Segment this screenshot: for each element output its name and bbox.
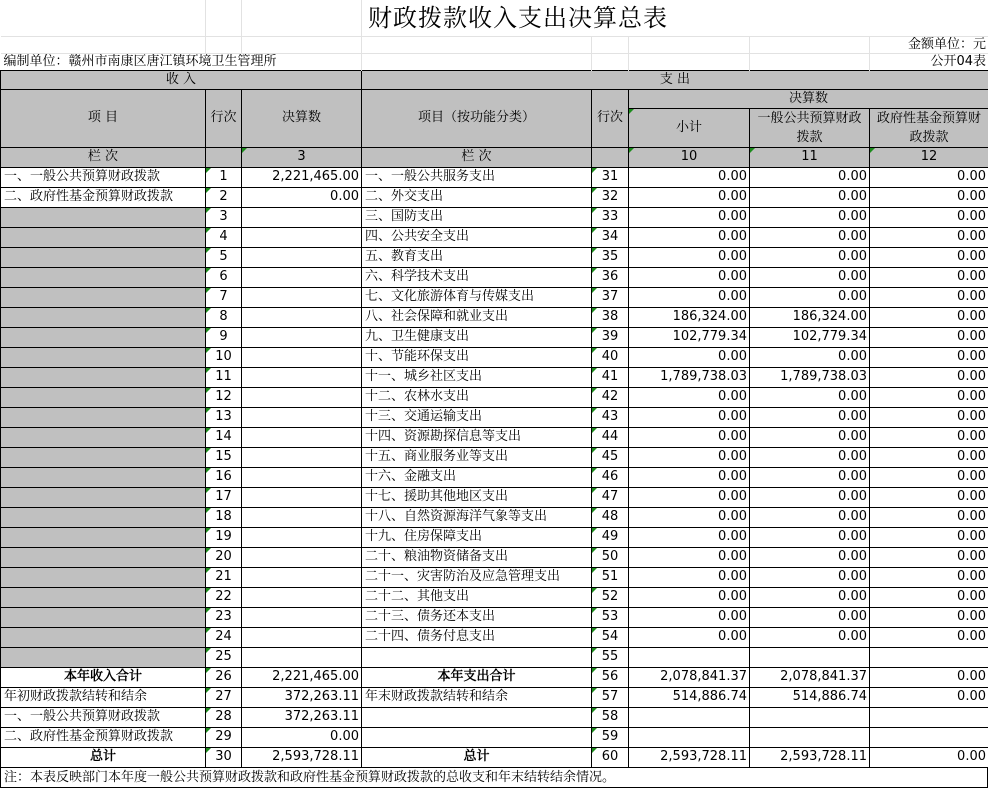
expense-item: 三、国防支出 xyxy=(362,207,592,227)
summary-income-item: 总计 xyxy=(1,747,206,767)
fund-budget-header: 政府性基金预算财政拨款 xyxy=(870,108,988,147)
table-row xyxy=(1,327,988,347)
table-row xyxy=(1,487,988,507)
income-amount xyxy=(242,627,362,647)
expense-general: 0.00 xyxy=(750,287,870,307)
expense-subtotal xyxy=(629,647,750,667)
summary-income-item: 一、一般公共预算财政拨款 xyxy=(1,707,206,727)
summary-expense-seq: 59 xyxy=(592,727,629,747)
expense-seq: 39 xyxy=(592,327,629,347)
summary-expense-fund: 0.00 xyxy=(870,687,988,707)
table-row xyxy=(1,447,988,467)
income-item xyxy=(1,587,206,607)
expense-general: 0.00 xyxy=(750,267,870,287)
summary-income-item: 年初财政拨款结转和结余 xyxy=(1,687,206,707)
summary-row xyxy=(1,727,988,747)
income-item xyxy=(1,627,206,647)
expense-general: 0.00 xyxy=(750,487,870,507)
col-3: 3 xyxy=(242,147,362,167)
expense-fund: 0.00 xyxy=(870,447,988,467)
table-row xyxy=(1,207,988,227)
expense-fund: 0.00 xyxy=(870,187,988,207)
income-amount xyxy=(242,407,362,427)
income-amount xyxy=(242,527,362,547)
expense-item: 二十四、债务付息支出 xyxy=(362,627,592,647)
income-amount xyxy=(242,307,362,327)
income-seq: 23 xyxy=(206,607,242,627)
income-amount xyxy=(242,507,362,527)
income-item xyxy=(1,227,206,247)
expense-seq: 55 xyxy=(592,647,629,667)
expense-fund: 0.00 xyxy=(870,307,988,327)
income-item xyxy=(1,307,206,327)
income-amount xyxy=(242,447,362,467)
income-amount xyxy=(242,327,362,347)
expense-general: 0.00 xyxy=(750,167,870,187)
expense-subtotal: 0.00 xyxy=(629,347,750,367)
summary-expense-general xyxy=(750,707,870,727)
income-seq: 25 xyxy=(206,647,242,667)
summary-income-seq: 27 xyxy=(206,687,242,707)
income-amount xyxy=(242,587,362,607)
income-seq: 11 xyxy=(206,367,242,387)
expense-fund: 0.00 xyxy=(870,427,988,447)
expense-fund: 0.00 xyxy=(870,267,988,287)
expense-item: 二十一、灾害防治及应急管理支出 xyxy=(362,567,592,587)
income-item xyxy=(1,447,206,467)
expense-item: 十八、自然资源海洋气象等支出 xyxy=(362,507,592,527)
expense-item: 十、节能环保支出 xyxy=(362,347,592,367)
summary-expense-item xyxy=(362,707,592,727)
income-seq: 17 xyxy=(206,487,242,507)
summary-expense-seq: 60 xyxy=(592,747,629,767)
expense-fund: 0.00 xyxy=(870,407,988,427)
expense-item: 十三、交通运输支出 xyxy=(362,407,592,427)
income-item xyxy=(1,387,206,407)
expense-fund: 0.00 xyxy=(870,367,988,387)
summary-expense-item: 总计 xyxy=(362,747,592,767)
income-seq: 10 xyxy=(206,347,242,367)
summary-income-amount: 372,263.11 xyxy=(242,707,362,727)
expense-general: 0.00 xyxy=(750,587,870,607)
expense-fund: 0.00 xyxy=(870,347,988,367)
expense-general xyxy=(750,647,870,667)
income-header: 收 入 xyxy=(1,70,362,89)
expense-fund: 0.00 xyxy=(870,247,988,267)
form-number: 公开04表 xyxy=(870,53,988,70)
expense-item: 十七、援助其他地区支出 xyxy=(362,487,592,507)
expense-item: 二、外交支出 xyxy=(362,187,592,207)
income-amount: 0.00 xyxy=(242,187,362,207)
summary-row xyxy=(1,747,988,767)
expense-seq: 32 xyxy=(592,187,629,207)
expense-fund: 0.00 xyxy=(870,507,988,527)
expense-seq: 49 xyxy=(592,527,629,547)
income-seq: 14 xyxy=(206,427,242,447)
income-amount xyxy=(242,367,362,387)
expense-seq: 34 xyxy=(592,227,629,247)
expense-subtotal: 0.00 xyxy=(629,267,750,287)
summary-expense-item: 本年支出合计 xyxy=(362,667,592,687)
expense-seq: 52 xyxy=(592,587,629,607)
summary-expense-general: 514,886.74 xyxy=(750,687,870,707)
income-seq: 9 xyxy=(206,327,242,347)
expense-subtotal: 0.00 xyxy=(629,447,750,467)
expense-seq: 33 xyxy=(592,207,629,227)
expense-fund: 0.00 xyxy=(870,387,988,407)
income-seq: 24 xyxy=(206,627,242,647)
expense-item: 二十、粮油物资储备支出 xyxy=(362,547,592,567)
table-row xyxy=(1,167,988,187)
table-row xyxy=(1,307,988,327)
income-item xyxy=(1,547,206,567)
expense-seq: 37 xyxy=(592,287,629,307)
summary-expense-seq: 56 xyxy=(592,667,629,687)
expense-subtotal: 1,789,738.03 xyxy=(629,367,750,387)
summary-income-amount: 2,593,728.11 xyxy=(242,747,362,767)
income-seq: 21 xyxy=(206,567,242,587)
income-seq: 8 xyxy=(206,307,242,327)
income-seq: 22 xyxy=(206,587,242,607)
expense-subtotal: 0.00 xyxy=(629,547,750,567)
table-row xyxy=(1,587,988,607)
table-row xyxy=(1,607,988,627)
expense-subtotal: 0.00 xyxy=(629,427,750,447)
table-row xyxy=(1,187,988,207)
lanci-right: 栏 次 xyxy=(362,147,592,167)
summary-expense-item: 年末财政拨款结转和结余 xyxy=(362,687,592,707)
table-row xyxy=(1,427,988,447)
unit-label: 金额单位：元 xyxy=(870,36,988,53)
expense-subtotal: 0.00 xyxy=(629,207,750,227)
income-item xyxy=(1,507,206,527)
expense-seq: 40 xyxy=(592,347,629,367)
expense-subtotal: 102,779.34 xyxy=(629,327,750,347)
table-row xyxy=(1,347,988,367)
income-amount xyxy=(242,487,362,507)
expense-subtotal: 186,324.00 xyxy=(629,307,750,327)
expense-seq: 41 xyxy=(592,367,629,387)
table-row xyxy=(1,247,988,267)
income-seq: 6 xyxy=(206,267,242,287)
income-amount xyxy=(242,207,362,227)
income-seq: 1 xyxy=(206,167,242,187)
expense-seq: 51 xyxy=(592,567,629,587)
expense-general: 1,789,738.03 xyxy=(750,367,870,387)
expense-general: 0.00 xyxy=(750,447,870,467)
expense-subtotal: 0.00 xyxy=(629,167,750,187)
table-row xyxy=(1,267,988,287)
expense-general: 0.00 xyxy=(750,527,870,547)
expense-fund: 0.00 xyxy=(870,587,988,607)
table-row xyxy=(1,227,988,247)
expense-subtotal: 0.00 xyxy=(629,567,750,587)
income-item xyxy=(1,407,206,427)
expense-general: 0.00 xyxy=(750,507,870,527)
summary-expense-general xyxy=(750,727,870,747)
expense-item: 五、教育支出 xyxy=(362,247,592,267)
expense-item xyxy=(362,647,592,667)
income-amount xyxy=(242,247,362,267)
expense-seq: 44 xyxy=(592,427,629,447)
expense-fund: 0.00 xyxy=(870,607,988,627)
expense-item: 十四、资源勘探信息等支出 xyxy=(362,427,592,447)
expense-subtotal: 0.00 xyxy=(629,627,750,647)
expense-fund: 0.00 xyxy=(870,327,988,347)
expense-general: 0.00 xyxy=(750,347,870,367)
summary-expense-item xyxy=(362,727,592,747)
income-amount xyxy=(242,387,362,407)
expense-general: 102,779.34 xyxy=(750,327,870,347)
income-seq: 7 xyxy=(206,287,242,307)
summary-expense-general: 2,593,728.11 xyxy=(750,747,870,767)
expense-fund: 0.00 xyxy=(870,227,988,247)
income-amount xyxy=(242,467,362,487)
expense-item: 七、文化旅游体育与传媒支出 xyxy=(362,287,592,307)
expense-general: 0.00 xyxy=(750,627,870,647)
expense-subtotal: 0.00 xyxy=(629,487,750,507)
expense-general: 0.00 xyxy=(750,407,870,427)
income-seq: 5 xyxy=(206,247,242,267)
income-amount xyxy=(242,607,362,627)
expense-subtotal: 0.00 xyxy=(629,387,750,407)
summary-expense-fund xyxy=(870,707,988,727)
summary-expense-general: 2,078,841.37 xyxy=(750,667,870,687)
summary-income-seq: 29 xyxy=(206,727,242,747)
table-row xyxy=(1,547,988,567)
income-seq: 18 xyxy=(206,507,242,527)
expense-seq: 38 xyxy=(592,307,629,327)
income-amount xyxy=(242,267,362,287)
summary-row xyxy=(1,667,988,687)
func-item-header: 项目（按功能分类） xyxy=(362,89,592,147)
table-row xyxy=(1,507,988,527)
income-item xyxy=(1,247,206,267)
summary-expense-fund: 0.00 xyxy=(870,667,988,687)
income-seq: 12 xyxy=(206,387,242,407)
expense-fund: 0.00 xyxy=(870,287,988,307)
summary-expense-seq: 57 xyxy=(592,687,629,707)
income-seq-header: 行次 xyxy=(206,89,242,147)
general-budget-header: 一般公共预算财政拨款 xyxy=(750,108,870,147)
expense-subtotal: 0.00 xyxy=(629,467,750,487)
table-row xyxy=(1,567,988,587)
table-row xyxy=(1,627,988,647)
expense-amount-header: 决算数 xyxy=(629,89,988,108)
income-item xyxy=(1,207,206,227)
summary-expense-subtotal: 2,078,841.37 xyxy=(629,667,750,687)
expense-item: 十五、商业服务业等支出 xyxy=(362,447,592,467)
summary-income-item: 本年收入合计 xyxy=(1,667,206,687)
expense-seq: 53 xyxy=(592,607,629,627)
table-row xyxy=(1,467,988,487)
subtotal-header: 小计 xyxy=(629,108,750,147)
income-item: 一、一般公共预算财政拨款 xyxy=(1,167,206,187)
expense-subtotal: 0.00 xyxy=(629,607,750,627)
col-11: 11 xyxy=(750,147,870,167)
table-row xyxy=(1,527,988,547)
income-seq: 20 xyxy=(206,547,242,567)
income-item: 二、政府性基金预算财政拨款 xyxy=(1,187,206,207)
expense-seq: 54 xyxy=(592,627,629,647)
income-seq: 2 xyxy=(206,187,242,207)
expense-subtotal: 0.00 xyxy=(629,227,750,247)
summary-income-seq: 28 xyxy=(206,707,242,727)
income-item xyxy=(1,527,206,547)
income-amount: 2,221,465.00 xyxy=(242,167,362,187)
expense-subtotal: 0.00 xyxy=(629,187,750,207)
income-item xyxy=(1,607,206,627)
org-label: 编制单位：赣州市南康区唐江镇环境卫生管理所 xyxy=(1,53,362,70)
expense-general: 0.00 xyxy=(750,207,870,227)
summary-income-seq: 26 xyxy=(206,667,242,687)
income-seq: 15 xyxy=(206,447,242,467)
summary-expense-seq: 58 xyxy=(592,707,629,727)
expense-subtotal: 0.00 xyxy=(629,587,750,607)
expense-subtotal: 0.00 xyxy=(629,507,750,527)
expense-general: 186,324.00 xyxy=(750,307,870,327)
expense-item: 十一、城乡社区支出 xyxy=(362,367,592,387)
income-item xyxy=(1,327,206,347)
col-10: 10 xyxy=(629,147,750,167)
income-amount xyxy=(242,427,362,447)
income-seq: 4 xyxy=(206,227,242,247)
expense-fund: 0.00 xyxy=(870,207,988,227)
summary-expense-fund: 0.00 xyxy=(870,747,988,767)
expense-general: 0.00 xyxy=(750,387,870,407)
expense-seq: 43 xyxy=(592,407,629,427)
income-seq: 13 xyxy=(206,407,242,427)
summary-income-seq: 30 xyxy=(206,747,242,767)
expense-seq: 48 xyxy=(592,507,629,527)
expense-item: 六、科学技术支出 xyxy=(362,267,592,287)
income-amount xyxy=(242,567,362,587)
summary-row xyxy=(1,687,988,707)
expense-seq: 35 xyxy=(592,247,629,267)
summary-expense-subtotal xyxy=(629,707,750,727)
expense-general: 0.00 xyxy=(750,607,870,627)
income-seq: 3 xyxy=(206,207,242,227)
expense-item: 四、公共安全支出 xyxy=(362,227,592,247)
expense-general: 0.00 xyxy=(750,427,870,447)
expense-general: 0.00 xyxy=(750,227,870,247)
income-seq: 19 xyxy=(206,527,242,547)
summary-expense-subtotal: 2,593,728.11 xyxy=(629,747,750,767)
income-seq: 16 xyxy=(206,467,242,487)
expense-seq: 36 xyxy=(592,267,629,287)
table-row xyxy=(1,647,988,667)
expense-fund: 0.00 xyxy=(870,627,988,647)
expense-fund xyxy=(870,647,988,667)
income-item xyxy=(1,567,206,587)
expense-fund: 0.00 xyxy=(870,487,988,507)
income-item xyxy=(1,267,206,287)
income-item xyxy=(1,467,206,487)
table-row xyxy=(1,407,988,427)
expense-seq: 46 xyxy=(592,467,629,487)
col-12: 12 xyxy=(870,147,988,167)
expense-item: 十九、住房保障支出 xyxy=(362,527,592,547)
income-amount xyxy=(242,647,362,667)
income-amount-header: 决算数 xyxy=(242,89,362,147)
expense-general: 0.00 xyxy=(750,547,870,567)
expense-general: 0.00 xyxy=(750,247,870,267)
income-item xyxy=(1,367,206,387)
expense-item: 二十三、债务还本支出 xyxy=(362,607,592,627)
income-amount xyxy=(242,227,362,247)
lanci-left: 栏 次 xyxy=(1,147,206,167)
income-item xyxy=(1,287,206,307)
summary-income-item: 二、政府性基金预算财政拨款 xyxy=(1,727,206,747)
expense-item: 二十二、其他支出 xyxy=(362,587,592,607)
expense-fund: 0.00 xyxy=(870,547,988,567)
expense-fund: 0.00 xyxy=(870,467,988,487)
income-item xyxy=(1,487,206,507)
income-amount xyxy=(242,347,362,367)
table-row xyxy=(1,287,988,307)
expense-seq-header: 行次 xyxy=(592,89,629,147)
expense-fund: 0.00 xyxy=(870,167,988,187)
expense-subtotal: 0.00 xyxy=(629,407,750,427)
expense-seq: 31 xyxy=(592,167,629,187)
footnote: 注：本表反映部门本年度一般公共预算财政拨款和政府性基金预算财政拨款的总收支和年末结转结余情况。 xyxy=(0,768,988,788)
summary-income-amount: 0.00 xyxy=(242,727,362,747)
expense-general: 0.00 xyxy=(750,467,870,487)
summary-income-amount: 372,263.11 xyxy=(242,687,362,707)
expense-header: 支 出 xyxy=(362,70,988,89)
expense-item: 八、社会保障和就业支出 xyxy=(362,307,592,327)
income-amount xyxy=(242,287,362,307)
report-title: 财政拨款收入支出决算总表 xyxy=(362,0,988,36)
summary-expense-fund xyxy=(870,727,988,747)
income-item xyxy=(1,347,206,367)
summary-income-amount: 2,221,465.00 xyxy=(242,667,362,687)
income-item xyxy=(1,647,206,667)
expense-subtotal: 0.00 xyxy=(629,247,750,267)
expense-seq: 45 xyxy=(592,447,629,467)
table-row xyxy=(1,367,988,387)
income-amount xyxy=(242,547,362,567)
expense-general: 0.00 xyxy=(750,567,870,587)
expense-item: 九、卫生健康支出 xyxy=(362,327,592,347)
income-item-header: 项 目 xyxy=(1,89,206,147)
expense-fund: 0.00 xyxy=(870,567,988,587)
expense-item: 十二、农林水支出 xyxy=(362,387,592,407)
expense-subtotal: 0.00 xyxy=(629,527,750,547)
summary-expense-subtotal xyxy=(629,727,750,747)
expense-seq: 50 xyxy=(592,547,629,567)
expense-seq: 42 xyxy=(592,387,629,407)
summary-expense-subtotal: 514,886.74 xyxy=(629,687,750,707)
expense-item: 十六、金融支出 xyxy=(362,467,592,487)
expense-general: 0.00 xyxy=(750,187,870,207)
income-item xyxy=(1,427,206,447)
expense-subtotal: 0.00 xyxy=(629,287,750,307)
expense-seq: 47 xyxy=(592,487,629,507)
expense-fund: 0.00 xyxy=(870,527,988,547)
expense-item: 一、一般公共服务支出 xyxy=(362,167,592,187)
table-row xyxy=(1,387,988,407)
summary-row xyxy=(1,707,988,727)
